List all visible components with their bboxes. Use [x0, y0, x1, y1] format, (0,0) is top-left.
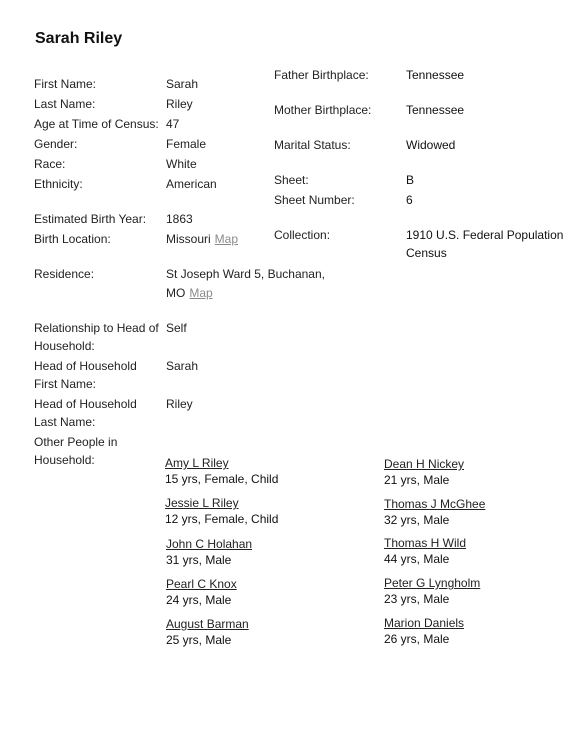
collection-line1: 1910 U.S. Federal Population — [406, 228, 564, 242]
household-member-info: 31 yrs, Male — [166, 553, 232, 567]
head-last-name-label — [34, 395, 164, 431]
household-member-info: 24 yrs, Male — [166, 593, 232, 607]
marital-status-value: Widowed — [406, 138, 456, 152]
birth-location-label: Birth Location: — [34, 232, 111, 246]
household-member — [384, 615, 464, 647]
mother-birthplace-value: Tennessee — [406, 103, 465, 117]
residence-line2: MO — [166, 286, 186, 300]
gender-value: Female — [166, 137, 207, 151]
household-member-info: 12 yrs, Female, Child — [165, 512, 279, 526]
page-title: Sarah Riley — [35, 30, 123, 47]
birth-year-value: 1863 — [166, 212, 193, 226]
household-member-link[interactable]: Dean H Nickey — [384, 457, 465, 471]
race-label: Race: — [34, 157, 66, 171]
household-member-info: 15 yrs, Female, Child — [165, 472, 279, 486]
relationship-label-line1: Relationship to Head of — [34, 321, 159, 335]
household-member — [384, 496, 485, 528]
mother-birthplace-label: Mother Birthplace: — [274, 103, 372, 117]
first-name-label: First Name: — [34, 77, 97, 91]
sheet-label: Sheet: — [274, 173, 309, 187]
other-people-label-line1: Other People in — [34, 435, 118, 449]
ethnicity-label: Ethnicity: — [34, 177, 83, 191]
head-last-label-line2: Last Name: — [34, 415, 96, 429]
household-member — [166, 576, 237, 608]
household-member — [166, 536, 252, 568]
ethnicity-value: American — [166, 177, 217, 191]
gender-label: Gender: — [34, 137, 78, 151]
household-member-info: 25 yrs, Male — [166, 633, 232, 647]
household-member — [165, 455, 278, 487]
household-member-link[interactable]: Pearl C Knox — [166, 577, 237, 591]
marital-status-label: Marital Status: — [274, 138, 351, 152]
first-name-value: Sarah — [166, 77, 199, 91]
household-member — [166, 616, 249, 648]
household-member-link[interactable]: John C Holahan — [166, 537, 253, 551]
other-people-label — [34, 433, 164, 469]
other-people-label-line2: Household: — [34, 453, 95, 467]
race-value: White — [166, 157, 197, 171]
birth-location-text: Missouri — [166, 232, 211, 246]
relationship-label-line2: Household: — [34, 339, 95, 353]
household-member-info: 26 yrs, Male — [384, 632, 450, 646]
collection-value — [406, 226, 563, 262]
age-value: 47 — [166, 117, 180, 131]
household-member-link[interactable]: Peter G Lyngholm — [384, 576, 481, 590]
sheet-number-value: 6 — [406, 193, 413, 207]
head-first-name-label — [34, 357, 164, 393]
relationship-label — [34, 319, 164, 355]
sheet-number-label: Sheet Number: — [274, 193, 355, 207]
head-last-label-line1: Head of Household — [34, 397, 137, 411]
residence-line1: St Joseph Ward 5, Buchanan, — [166, 267, 325, 281]
household-member-link[interactable]: August Barman — [166, 617, 249, 631]
household-member-link[interactable]: Marion Daniels — [384, 616, 465, 630]
birth-location-value — [166, 230, 238, 248]
collection-line2: Census — [406, 246, 447, 260]
household-member-info: 44 yrs, Male — [384, 552, 450, 566]
household-member-info: 21 yrs, Male — [384, 473, 450, 487]
father-birthplace-label: Father Birthplace: — [274, 68, 369, 82]
head-first-name-value: Sarah — [166, 359, 199, 373]
household-member-link[interactable]: Thomas H Wild — [384, 536, 467, 550]
residence-map-link[interactable]: Map — [189, 286, 213, 300]
household-member-link[interactable]: Jessie L Riley — [165, 496, 239, 510]
head-first-label-line1: Head of Household — [34, 359, 137, 373]
sheet-value: B — [406, 173, 415, 187]
birth-location-map-link[interactable]: Map — [214, 232, 239, 246]
household-member-link[interactable]: Amy L Riley — [165, 456, 229, 470]
last-name-value: Riley — [166, 97, 193, 111]
household-member-link[interactable]: Thomas J McGhee — [384, 497, 486, 511]
birth-year-label: Estimated Birth Year: — [34, 212, 147, 226]
household-member — [165, 495, 278, 527]
residence-value — [166, 265, 325, 302]
last-name-label: Last Name: — [34, 97, 96, 111]
household-member — [384, 575, 480, 607]
collection-label: Collection: — [274, 228, 331, 242]
head-last-name-value: Riley — [166, 397, 193, 411]
relationship-value: Self — [166, 321, 187, 335]
father-birthplace-value: Tennessee — [406, 68, 465, 82]
head-first-label-line2: First Name: — [34, 377, 97, 391]
household-member-info: 32 yrs, Male — [384, 513, 450, 527]
age-label: Age at Time of Census: — [34, 117, 159, 131]
household-member — [384, 535, 466, 567]
household-member-info: 23 yrs, Male — [384, 592, 450, 606]
residence-label: Residence: — [34, 267, 95, 281]
household-member — [384, 456, 464, 488]
